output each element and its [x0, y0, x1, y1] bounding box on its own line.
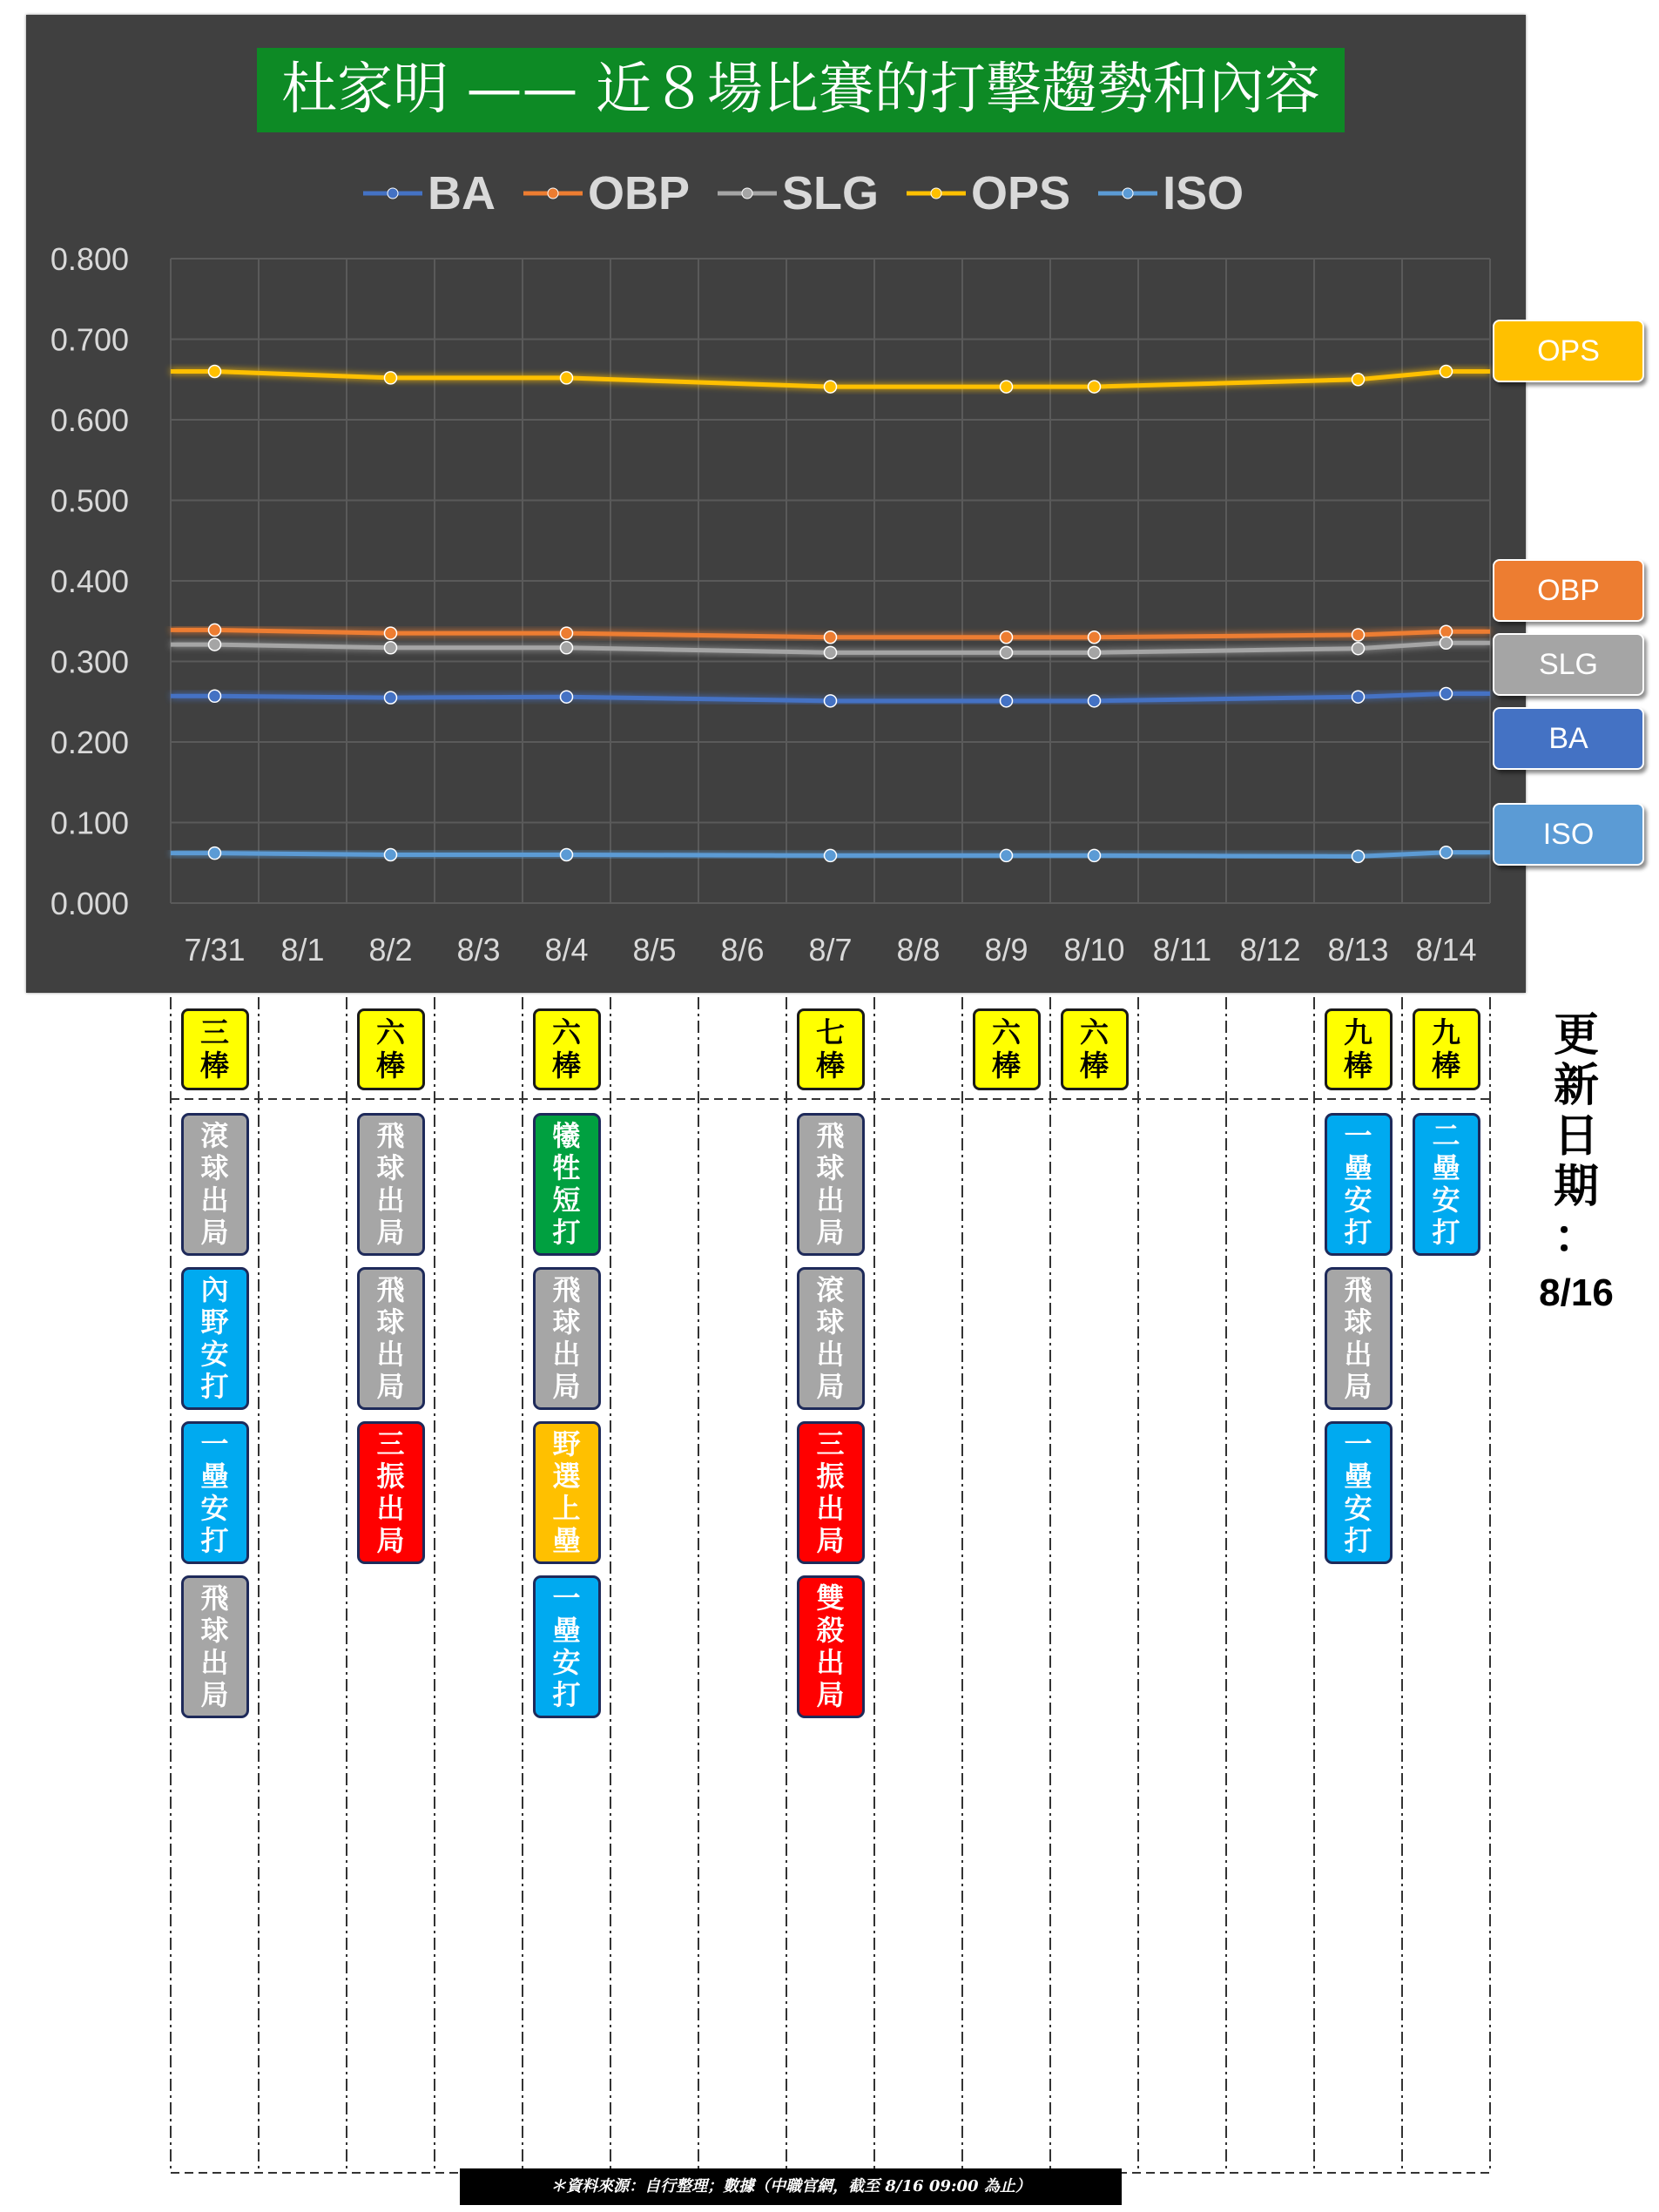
series-label-ops: OPS: [1493, 320, 1644, 382]
x-tick-label: 8/8: [896, 932, 941, 968]
y-tick-label: 0.600: [50, 402, 129, 438]
update-label: 更 新 日 期 ：: [1553, 1009, 1599, 1264]
at-bat-result: 飛 球 出 局: [533, 1267, 601, 1410]
at-bat-result: 內 野 安 打: [181, 1267, 249, 1410]
legend-label: SLG: [782, 167, 880, 219]
x-tick-label: 8/11: [1152, 932, 1212, 968]
x-tick-label: 8/12: [1239, 932, 1301, 968]
at-bat-result: 犧 牲 短 打: [533, 1113, 601, 1256]
at-bat-result: 一 壘 安 打: [1325, 1113, 1393, 1256]
batting-order-badge: 九 棒: [1413, 1008, 1480, 1090]
at-bat-result: 滾 球 出 局: [797, 1267, 865, 1410]
at-bat-result: 野 選 上 壘: [533, 1421, 601, 1564]
source-footer: ＊資料來源：自行整理；數據（中職官網，截至 8/16 09:00 為止）: [460, 2168, 1122, 2205]
at-bat-result: 飛 球 出 局: [1325, 1267, 1393, 1410]
update-date-block: [1537, 1010, 1615, 1318]
x-tick-label: 8/4: [544, 932, 589, 968]
chart-title: 杜家明 —— 近８場比賽的打擊趨勢和內容: [257, 48, 1345, 132]
legend-label: OPS: [971, 167, 1071, 219]
at-bat-result: 飛 球 出 局: [181, 1575, 249, 1718]
series-label-ba: BA: [1493, 707, 1644, 770]
batting-order-badge: 九 棒: [1325, 1008, 1393, 1090]
x-tick-label: 8/9: [984, 932, 1028, 968]
update-date: 8/16: [1539, 1271, 1614, 1314]
series-label-slg: SLG: [1493, 633, 1644, 696]
at-bat-result: 飛 球 出 局: [797, 1113, 865, 1256]
x-tick-label: 8/6: [720, 932, 765, 968]
y-tick-label: 0.700: [50, 321, 129, 358]
y-tick-label: 0.500: [50, 482, 129, 519]
batting-order-badge: 六 棒: [533, 1008, 601, 1090]
y-tick-label: 0.000: [50, 886, 129, 921]
x-tick-label: 8/14: [1415, 932, 1477, 968]
at-bat-result: 雙 殺 出 局: [797, 1575, 865, 1718]
y-tick-label: 0.200: [50, 725, 129, 760]
at-bat-result: 一 壘 安 打: [533, 1575, 601, 1718]
legend-label: BA: [428, 167, 496, 219]
batting-order-badge: 三 棒: [181, 1008, 249, 1090]
x-tick-label: 8/3: [456, 932, 501, 968]
x-tick-label: 7/31: [184, 932, 246, 968]
at-bat-result: 三 振 出 局: [797, 1421, 865, 1564]
legend-label: OBP: [588, 167, 691, 219]
x-tick-label: 8/5: [632, 932, 677, 968]
at-bat-result: 一 壘 安 打: [1325, 1421, 1393, 1564]
y-tick-label: 0.300: [50, 644, 129, 680]
y-tick-label: 0.400: [50, 563, 129, 599]
at-bat-result: 飛 球 出 局: [357, 1113, 425, 1256]
at-bat-result: 二 壘 安 打: [1413, 1113, 1480, 1256]
at-bat-result: 滾 球 出 局: [181, 1113, 249, 1256]
x-tick-label: 8/10: [1063, 932, 1125, 968]
y-tick-label: 0.800: [50, 241, 129, 277]
x-tick-label: 8/13: [1327, 932, 1389, 968]
x-tick-label: 8/1: [280, 932, 325, 968]
at-bat-result: 一 壘 安 打: [181, 1421, 249, 1564]
batting-order-badge: 六 棒: [973, 1008, 1041, 1090]
at-bat-result: 飛 球 出 局: [357, 1267, 425, 1410]
batting-order-badge: 七 棒: [797, 1008, 865, 1090]
series-label-iso: ISO: [1493, 803, 1644, 866]
y-tick-label: 0.100: [50, 805, 129, 841]
batting-order-badge: 六 棒: [357, 1008, 425, 1090]
series-label-obp: OBP: [1493, 559, 1644, 622]
x-tick-label: 8/7: [808, 932, 853, 968]
at-bat-result: 三 振 出 局: [357, 1421, 425, 1564]
x-tick-label: 8/2: [368, 932, 413, 968]
batting-order-badge: 六 棒: [1061, 1008, 1129, 1090]
legend-label: ISO: [1163, 167, 1244, 219]
